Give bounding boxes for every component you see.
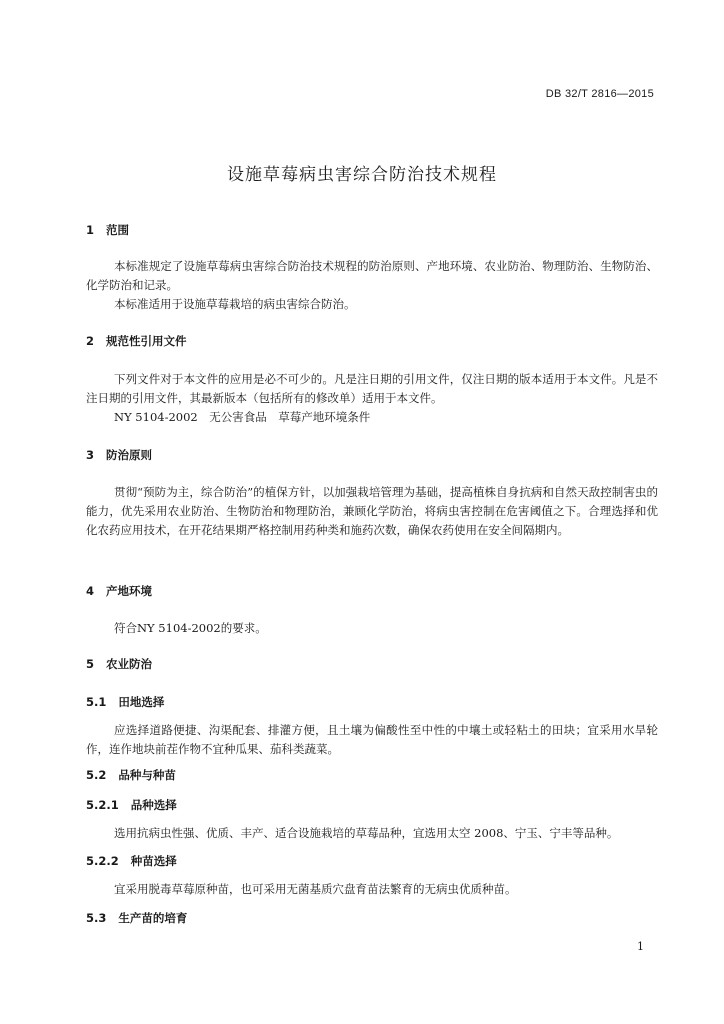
section-3-body — [86, 483, 658, 540]
section-number: 5.2.1 — [86, 798, 119, 812]
section-5-2 — [86, 766, 658, 784]
section-title: 生产苗的培育 — [118, 911, 188, 925]
referenced-standard: NY 5104-2002 无公害食品 草莓产地环境条件 — [114, 410, 371, 424]
section-2-body — [86, 370, 658, 427]
section-title: 防治原则 — [106, 448, 153, 462]
paragraph: 本标准适用于设施草莓栽培的病虫害综合防治。 — [114, 297, 356, 311]
subsection-heading — [86, 693, 658, 711]
section-title: 产地环境 — [106, 584, 153, 598]
paragraph: 选用抗病虫性强、优质、丰产、适合设施栽培的草莓品种，宜选用太空 2008、宁玉、宁丰等品种。 — [114, 826, 619, 840]
page-number: 1 — [637, 940, 644, 953]
section-5-2-2-body — [86, 880, 658, 899]
section-title: 范围 — [106, 223, 130, 237]
subsection-heading — [86, 909, 658, 927]
section-1-body — [86, 257, 658, 314]
section-1 — [86, 221, 658, 239]
subsection-heading — [86, 852, 658, 870]
section-title: 农业防治 — [106, 657, 153, 671]
section-5 — [86, 655, 658, 673]
section-4 — [86, 582, 658, 600]
section-heading — [86, 221, 658, 239]
section-number: 5 — [86, 657, 95, 671]
standard-code: DB 32/T 2816—2015 — [545, 88, 654, 100]
paragraph: 应选择道路便捷、沟渠配套、排灌方便，且土壤为偏酸性至中性的中壤土或轻粘土的田块；宜采用水旱轮作，连作地块前茬作物不宜种瓜果、茄科类蔬菜。 — [86, 723, 658, 756]
section-number: 5.2.2 — [86, 854, 119, 868]
section-heading — [86, 655, 658, 673]
section-title: 品种选择 — [130, 798, 177, 812]
section-heading — [86, 582, 658, 600]
section-number: 4 — [86, 584, 95, 598]
section-title: 品种与种苗 — [118, 768, 176, 782]
paragraph: 宜采用脱毒草莓原种苗，也可采用无菌基质穴盘育苗法繁育的无病虫优质种苗。 — [114, 882, 517, 896]
section-title: 种苗选择 — [130, 854, 177, 868]
section-heading — [86, 332, 658, 350]
document-title: 设施草莓病虫害综合防治技术规程 — [227, 165, 497, 185]
section-5-2-1-body — [86, 824, 658, 843]
paragraph: 符合NY 5104-2002的要求。 — [114, 621, 267, 635]
section-number: 3 — [86, 448, 95, 462]
paragraph: 贯彻“预防为主，综合防治”的植保方针，以加强栽培管理为基础，提高植株自身抗病和自然天敌控制害虫的能力，优先采用农业防治、生物防治和物理防治，兼顾化学防治，将病虫害控制在危害阈值之下。合理选择和优化农药应用技术，在开花结果期严格控制用药种类和施药次数，确保农药使用在安全间隔期内。 — [86, 485, 658, 537]
section-number: 5.3 — [86, 911, 107, 925]
section-number: 5.1 — [86, 695, 107, 709]
paragraph: 下列文件对于本文件的应用是必不可少的。凡是注日期的引用文件，仅注日期的版本适用于本文件。凡是不注日期的引用文件，其最新版本（包括所有的修改单）适用于本文件。 — [86, 372, 658, 405]
section-3 — [86, 446, 658, 464]
section-5-1 — [86, 693, 658, 711]
subsection-heading — [86, 766, 658, 784]
section-number: 1 — [86, 223, 95, 237]
subsection-heading — [86, 796, 658, 814]
paragraph: 本标准规定了设施草莓病虫害综合防治技术规程的防治原则、产地环境、农业防治、物理防治、生物防治、化学防治和记录。 — [86, 259, 658, 292]
section-2 — [86, 332, 658, 350]
section-5-2-2 — [86, 852, 658, 870]
section-5-3 — [86, 909, 658, 927]
section-title: 田地选择 — [118, 695, 165, 709]
section-title: 规范性引用文件 — [106, 334, 187, 348]
section-number: 5.2 — [86, 768, 107, 782]
section-4-body — [86, 619, 658, 638]
section-number: 2 — [86, 334, 95, 348]
section-5-1-body — [86, 721, 658, 759]
section-5-2-1 — [86, 796, 658, 814]
section-heading — [86, 446, 658, 464]
